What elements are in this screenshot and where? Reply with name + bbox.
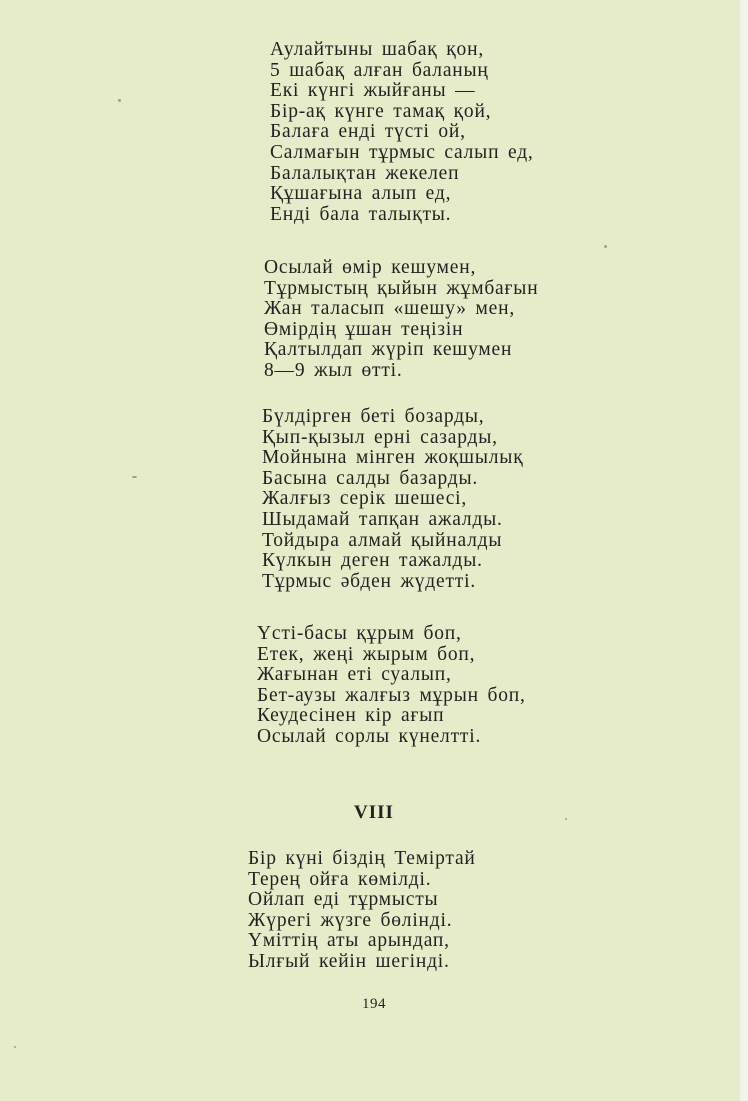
verse-line: Жағынан еті суалып, (257, 664, 452, 686)
verse-line: Күлкын деген тажалды. (262, 550, 483, 572)
verse-line: Бір-ақ күнге тамақ қой, (270, 100, 492, 122)
verse-line: Балаға енді түсті ой, (270, 121, 466, 143)
paper-speck (118, 99, 121, 102)
verse-line: Бүлдірген беті бозарды, (262, 406, 485, 427)
verse-line: 8—9 жыл өтті. (264, 359, 403, 381)
verse-line: Енді бала талықты. (270, 203, 452, 225)
verse-line: Балалықтан жекелеп (270, 162, 460, 184)
verse-line: Өмірдің ұшан теңізін (264, 318, 464, 340)
page-number: 194 (362, 996, 386, 1012)
verse-line: Етек, жеңі жырым боп, (257, 643, 476, 665)
verse-line: Бет-аузы жалғыз мұрын боп, (257, 684, 526, 706)
verse-line: Жан таласып «шешу» мен, (264, 298, 515, 320)
verse-line: Екі күнгі жыйғаны — (270, 80, 476, 102)
verse-line: Терең ойға көмілді. (248, 868, 432, 890)
verse-line: Құшағына алып ед, (270, 183, 452, 205)
verse-line: Шыдамай тапқан ажалды. (262, 508, 503, 530)
verse-line: Мойнына мінген жоқшылық (262, 447, 524, 469)
verse-line: Тұрмыс әбден жүдетті. (262, 570, 477, 592)
verse-line: Осылай сорлы күнелтті. (257, 725, 482, 747)
verse-line: Тұрмыстың қыйын жұмбағын (264, 277, 539, 299)
verse-line: Ойлап еді тұрмысты (248, 889, 439, 911)
page-edge (740, 0, 748, 1101)
verse-line: Жүрегі жүзге бөлінді. (248, 909, 453, 931)
verse-line: Бір күні біздің Теміртай (248, 848, 476, 869)
section-heading: VIII (354, 802, 394, 823)
paper-speck (14, 1046, 16, 1048)
verse-line: 5 шабақ алған баланың (270, 59, 489, 81)
verse-line: Осылай өмір кешумен, (264, 257, 477, 278)
verse-line: Қалтылдап жүріп кешумен (264, 339, 513, 361)
stanza-1 (270, 40, 534, 225)
paper-speck (132, 476, 137, 478)
stanza-3 (262, 407, 523, 592)
verse-line: Салмағын тұрмыс салып ед, (270, 141, 534, 163)
verse-line: Үміттің аты арындап, (248, 930, 450, 952)
verse-line: Ылғый кейін шегінді. (248, 950, 450, 972)
verse-line: Қып-қызыл ерні сазарды, (262, 426, 498, 448)
verse-line: Тойдыра алмай қыйналды (262, 529, 503, 551)
verse-line: Үсті-басы құрым боп, (257, 623, 462, 644)
verse-line: Кеудесінен кір ағып (257, 705, 445, 727)
verse-line: Басына салды базарды. (262, 467, 479, 489)
stanza-2 (264, 258, 538, 382)
stanza-4 (257, 624, 526, 748)
verse-line: Жалғыз серік шешесі, (262, 488, 468, 510)
paper-speck (604, 245, 607, 248)
verse-line: Аулайтыны шабақ қон, (270, 39, 484, 60)
stanza-5 (248, 849, 476, 973)
